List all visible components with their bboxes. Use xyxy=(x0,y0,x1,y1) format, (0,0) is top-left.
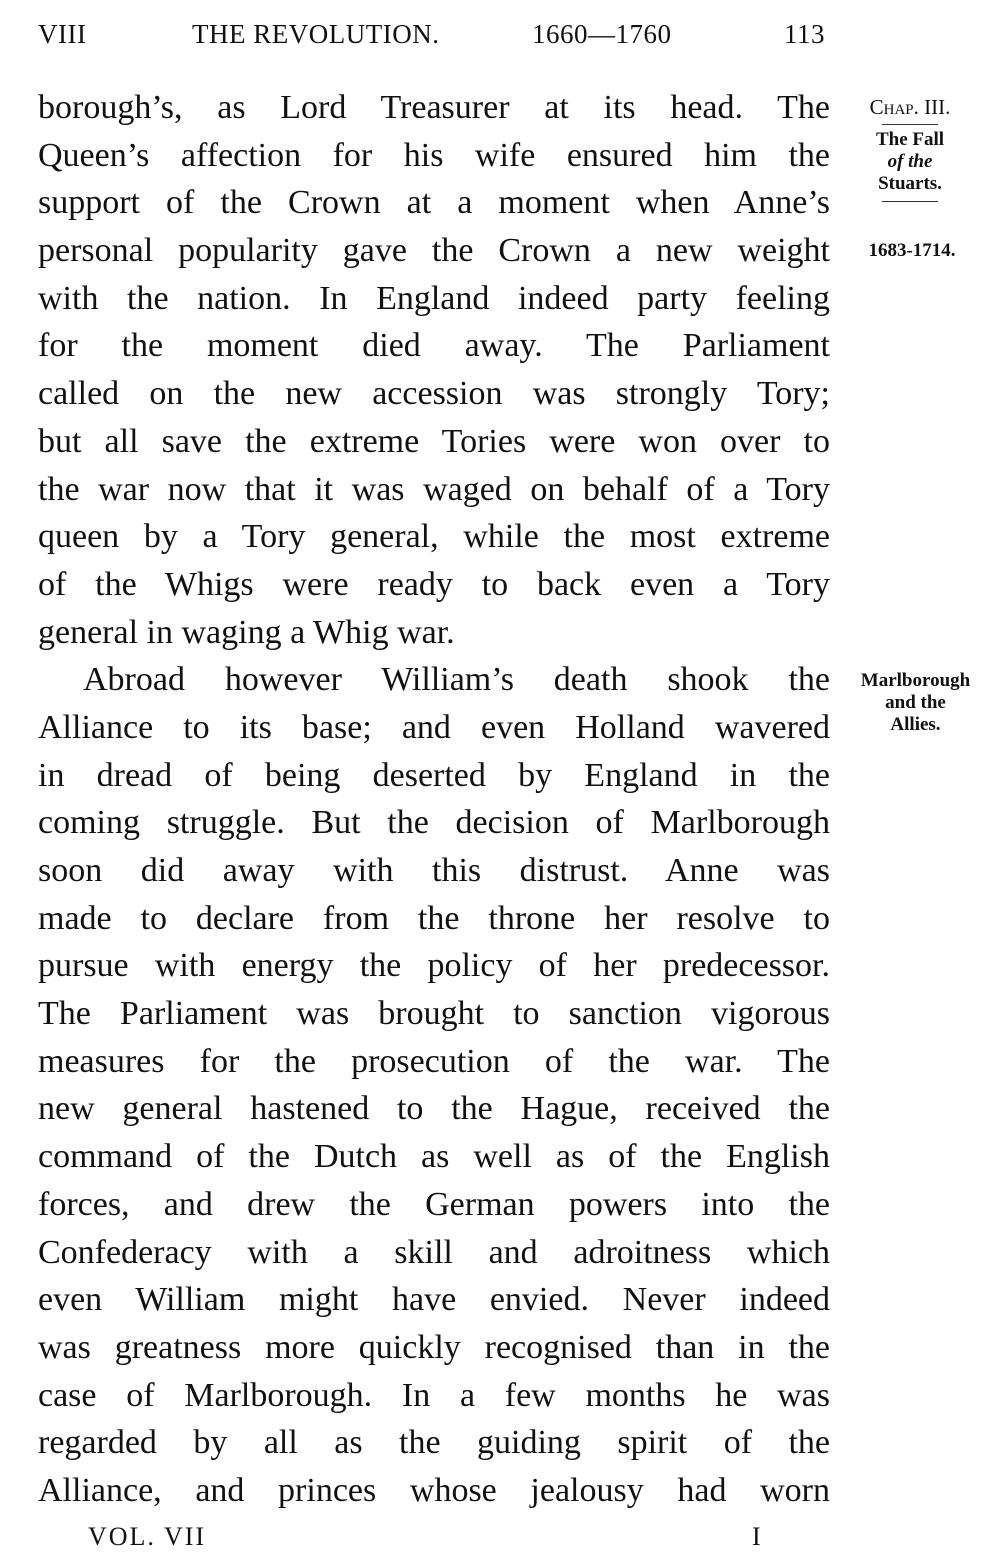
part-title-line-1: The Fall xyxy=(875,129,945,150)
text-line: called on the new accession was strongly Tory; xyxy=(38,375,830,413)
topic-line-3: Allies. xyxy=(890,714,941,735)
text-line: forces, and drew the German powers into the xyxy=(38,1185,830,1223)
text-line: general in waging a Whig war. xyxy=(38,613,455,651)
footer-signature: I xyxy=(752,1522,761,1551)
text-line: the war now that it was waged on behalf of a Tory xyxy=(38,470,830,508)
text-line: regarded by all as the guiding spirit of the xyxy=(38,1424,830,1462)
text-line: Confederacy with a skill and adroitness which xyxy=(38,1233,830,1271)
text-line: measures for the prosecution of the war. The xyxy=(38,1042,830,1080)
text-line: in dread of being deserted by England in the xyxy=(38,756,830,794)
running-head-title: THE REVOLUTION. xyxy=(192,19,440,49)
footer-volume: VOL. VII xyxy=(88,1522,207,1551)
text-line: was greatness more quickly recognised than in the xyxy=(38,1328,830,1366)
text-line: coming struggle. But the decision of Marlborough xyxy=(38,804,830,842)
text-line: with the nation. In England indeed party feeling xyxy=(38,279,830,317)
text-line: queen by a Tory general, while the most extreme xyxy=(38,518,830,556)
topic-line-1: Marlborough xyxy=(860,670,971,691)
topic-line-2: and the xyxy=(885,692,946,713)
part-title-line-3: Stuarts. xyxy=(878,173,942,194)
text-line: but all save the extreme Tories were won over to xyxy=(38,422,830,460)
text-line: personal popularity gave the Crown a new weight xyxy=(38,232,830,270)
text-line: pursue with energy the policy of her predecessor. xyxy=(38,947,830,985)
text-line: even William might have envied. Never indeed xyxy=(38,1281,830,1319)
margin-rule-1 xyxy=(882,124,938,125)
margin-note-date-range: 1683-1714. xyxy=(868,240,956,261)
margin-note-chapter xyxy=(850,96,970,206)
text-line: of the Whigs were ready to back even a Tory xyxy=(38,565,830,603)
text-line: command of the Dutch as well as of the English xyxy=(38,1138,830,1176)
body-text xyxy=(38,84,830,1515)
text-line: new general hastened to the Hague, received the xyxy=(38,1090,830,1128)
chapter-label: Chap. III. xyxy=(869,95,951,119)
margin-rule-2 xyxy=(882,201,938,202)
running-head-dates: 1660—1760 xyxy=(532,19,672,49)
text-line: case of Marlborough. In a few months he was xyxy=(38,1376,830,1414)
paragraph-start-line: Abroad however William’s death shook the xyxy=(83,661,830,699)
text-line: Alliance to its base; and even Holland wavered xyxy=(38,708,830,746)
text-line: support of the Crown at a moment when Anne’s xyxy=(38,184,830,222)
text-line: Queen’s affection for his wife ensured him the xyxy=(38,136,830,174)
running-head-section: VIII xyxy=(38,19,87,49)
text-line: made to declare from the throne her resolve to xyxy=(38,899,830,937)
text-line: Alliance, and princes whose jealousy had worn xyxy=(38,1471,830,1509)
margin-note-topic xyxy=(838,670,993,736)
text-line: for the moment died away. The Parliament xyxy=(38,327,830,365)
part-title-line-2: of the xyxy=(887,151,933,172)
text-line: soon did away with this distrust. Anne was xyxy=(38,852,830,889)
page-number: 113 xyxy=(784,19,825,49)
text-line: The Parliament was brought to sanction vigorous xyxy=(38,995,830,1033)
text-line: borough’s, as Lord Treasurer at its head. The xyxy=(38,89,830,126)
